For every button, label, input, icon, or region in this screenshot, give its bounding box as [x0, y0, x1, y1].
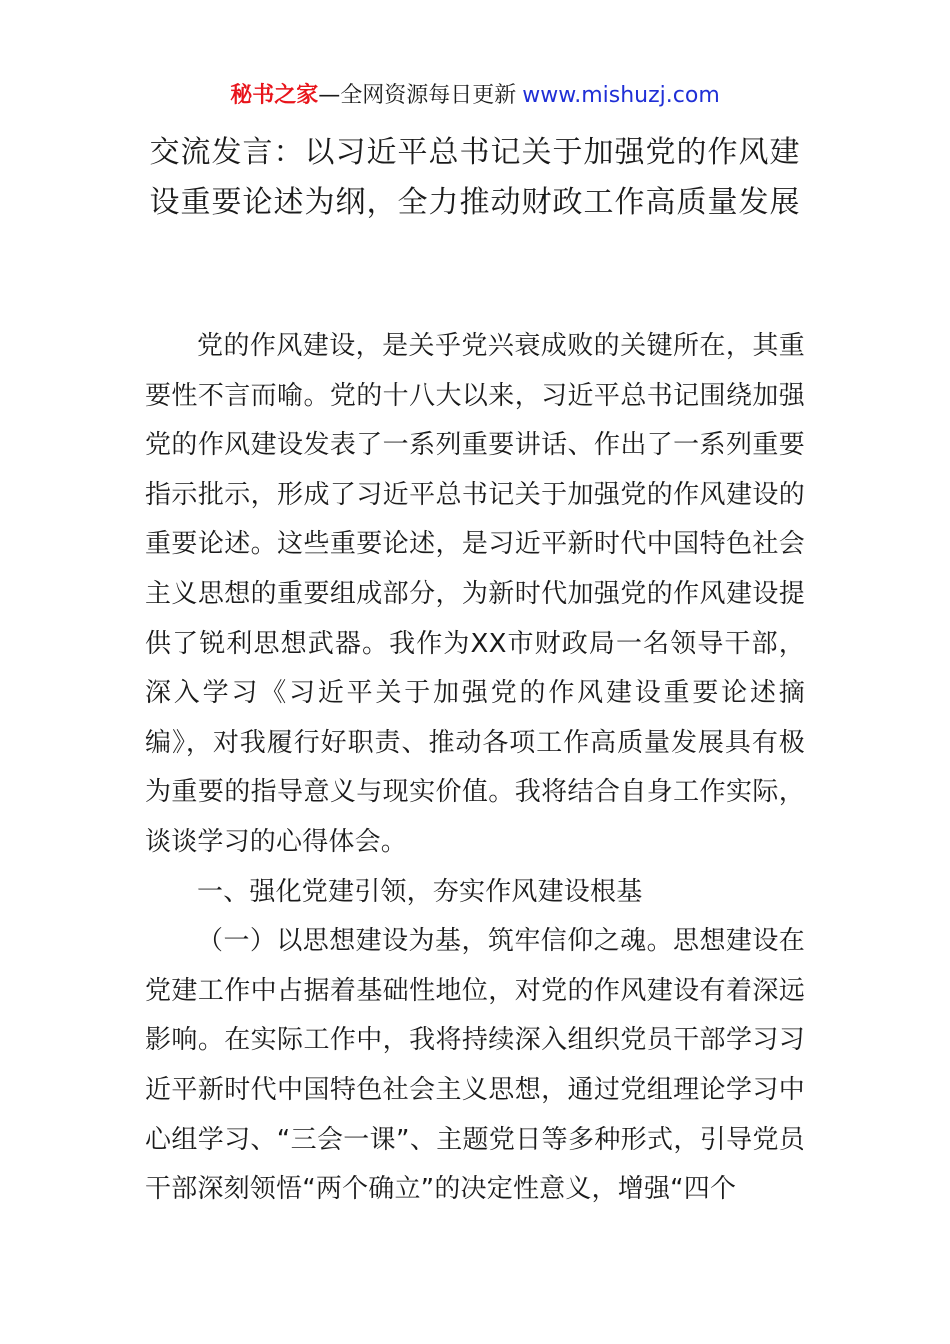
paragraph-intro: 党的作风建设，是关乎党兴衰成败的关键所在，其重要性不言而喻。党的十八大以来，习近平总书记围绕加强党的作风建设发表了一系列重要讲话、作出了一系列重要指示批示，形成了习近平总书记关于加强党的作风建设的重要论述。这些重要论述，是习近平新时代中国特色社会主义思想的重要组成部分，为新时代加强党的作风建设提供了锐利思想武器。我作为XX市财政局一名领导干部，深入学习《习近平关于加强党的作风建设重要论述摘编》，对我履行好职责、推动各项工作高质量发展具有极为重要的指导意义与现实价值。我将结合自身工作实际，谈谈学习的心得体会。 — [145, 331, 805, 857]
document-body — [145, 322, 805, 1215]
site-brand: 秘书之家 — [230, 83, 319, 108]
site-url-link[interactable]: www.mishuzj.com — [522, 83, 720, 108]
site-tagline: —全网资源每日更新 — [318, 83, 517, 108]
section-heading: 一、强化党建引领，夯实作风建设根基 — [197, 876, 643, 907]
paragraph-subsection: （一）以思想建设为基，筑牢信仰之魂。思想建设在党建工作中占据着基础性地位，对党的作风建设有着深远影响。在实际工作中，我将持续深入组织党员干部学习习近平新时代中国特色社会主义思想，通过党组理论学习中心组学习、“三会一课”、主题党日等多种形式，引导党员干部深刻领悟“两个确立”的决定性意义，增强“四个 — [145, 926, 805, 1205]
site-header — [0, 80, 950, 112]
document-title: 交流发言：以习近平总书记关于加强党的作风建设重要论述为纲，全力推动财政工作高质量发展 — [149, 135, 801, 220]
